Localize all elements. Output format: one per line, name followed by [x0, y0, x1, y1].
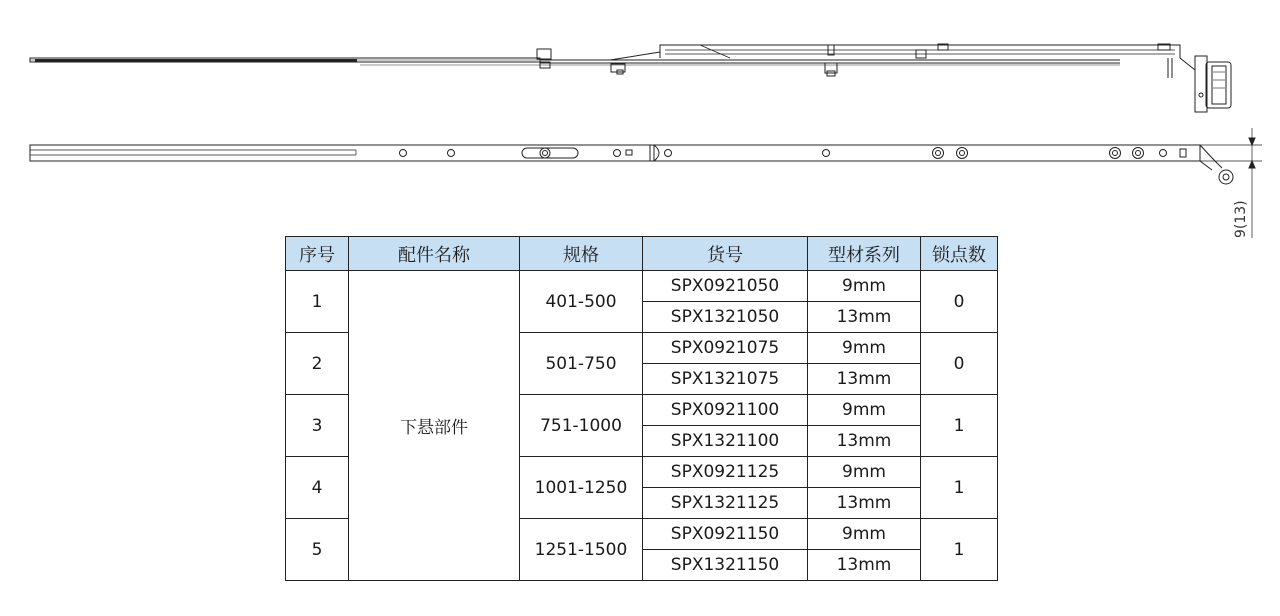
- part-name-cell: 下悬部件: [349, 271, 520, 581]
- series-cell: 9mm: [808, 395, 921, 426]
- dimension-label: 9(13): [1233, 200, 1249, 238]
- row-number-cell: 2: [286, 333, 349, 395]
- series-cell: 13mm: [808, 426, 921, 457]
- series-cell: 9mm: [808, 457, 921, 488]
- header-cell: 配件名称: [349, 237, 520, 271]
- spec-cell: 1251-1500: [520, 519, 643, 581]
- spec-table: [285, 236, 998, 581]
- code-cell: SPX1321150: [643, 550, 808, 581]
- table-row: [286, 271, 998, 302]
- top-view-drawing: [30, 128, 1262, 238]
- series-cell: 13mm: [808, 550, 921, 581]
- header-cell: 型材系列: [808, 237, 921, 271]
- code-cell: SPX1321050: [643, 302, 808, 333]
- spec-cell: 501-750: [520, 333, 643, 395]
- row-number-cell: 1: [286, 271, 349, 333]
- series-cell: 9mm: [808, 333, 921, 364]
- row-number-cell: 4: [286, 457, 349, 519]
- spec-cell: 401-500: [520, 271, 643, 333]
- code-cell: SPX0921125: [643, 457, 808, 488]
- series-cell: 13mm: [808, 364, 921, 395]
- code-cell: SPX0921150: [643, 519, 808, 550]
- lock-count-cell: 1: [921, 457, 998, 519]
- lock-count-cell: 0: [921, 333, 998, 395]
- row-number-cell: 5: [286, 519, 349, 581]
- code-cell: SPX0921075: [643, 333, 808, 364]
- series-cell: 9mm: [808, 519, 921, 550]
- series-cell: 13mm: [808, 488, 921, 519]
- side-view-drawing: [30, 44, 1231, 112]
- header-cell: 货号: [643, 237, 808, 271]
- header-cell: 规格: [520, 237, 643, 271]
- lock-count-cell: 0: [921, 271, 998, 333]
- hardware-technical-drawing: [0, 0, 1280, 245]
- series-cell: 9mm: [808, 271, 921, 302]
- code-cell: SPX1321075: [643, 364, 808, 395]
- header-cell: 锁点数: [921, 237, 998, 271]
- code-cell: SPX0921100: [643, 395, 808, 426]
- table-header-row: [286, 237, 998, 271]
- lock-count-cell: 1: [921, 519, 998, 581]
- code-cell: SPX0921050: [643, 271, 808, 302]
- code-cell: SPX1321100: [643, 426, 808, 457]
- code-cell: SPX1321125: [643, 488, 808, 519]
- series-cell: 13mm: [808, 302, 921, 333]
- spec-cell: 751-1000: [520, 395, 643, 457]
- row-number-cell: 3: [286, 395, 349, 457]
- lock-count-cell: 1: [921, 395, 998, 457]
- header-cell: 序号: [286, 237, 349, 271]
- spec-cell: 1001-1250: [520, 457, 643, 519]
